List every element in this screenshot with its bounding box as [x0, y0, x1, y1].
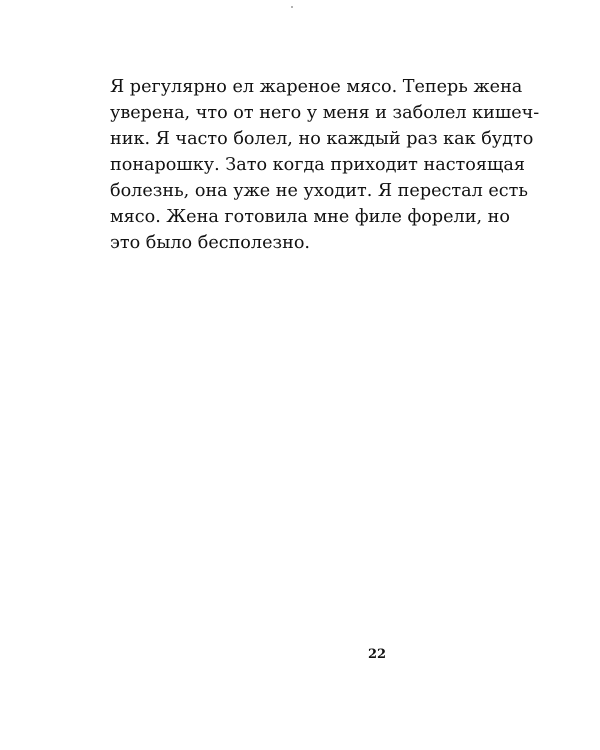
text-line: Я регулярно ел жареное мясо. Теперь жена — [110, 77, 523, 97]
text-line: болезнь, она уже не уходит. Я перестал есть — [110, 181, 528, 201]
scan-speck — [291, 6, 293, 8]
text-line: понарошку. Зато когда приходит настоящая — [110, 155, 525, 175]
text-line: это было бесполезно. — [110, 233, 311, 253]
text-line: уверена, что от него у меня и заболел кишеч- — [110, 103, 540, 123]
text-line: ник. Я часто болел, но каждый раз как будто — [110, 129, 534, 149]
body-paragraph — [110, 74, 540, 256]
page-number: 22 — [368, 647, 387, 662]
text-line: мясо. Жена готовила мне филе форели, но — [110, 207, 510, 227]
